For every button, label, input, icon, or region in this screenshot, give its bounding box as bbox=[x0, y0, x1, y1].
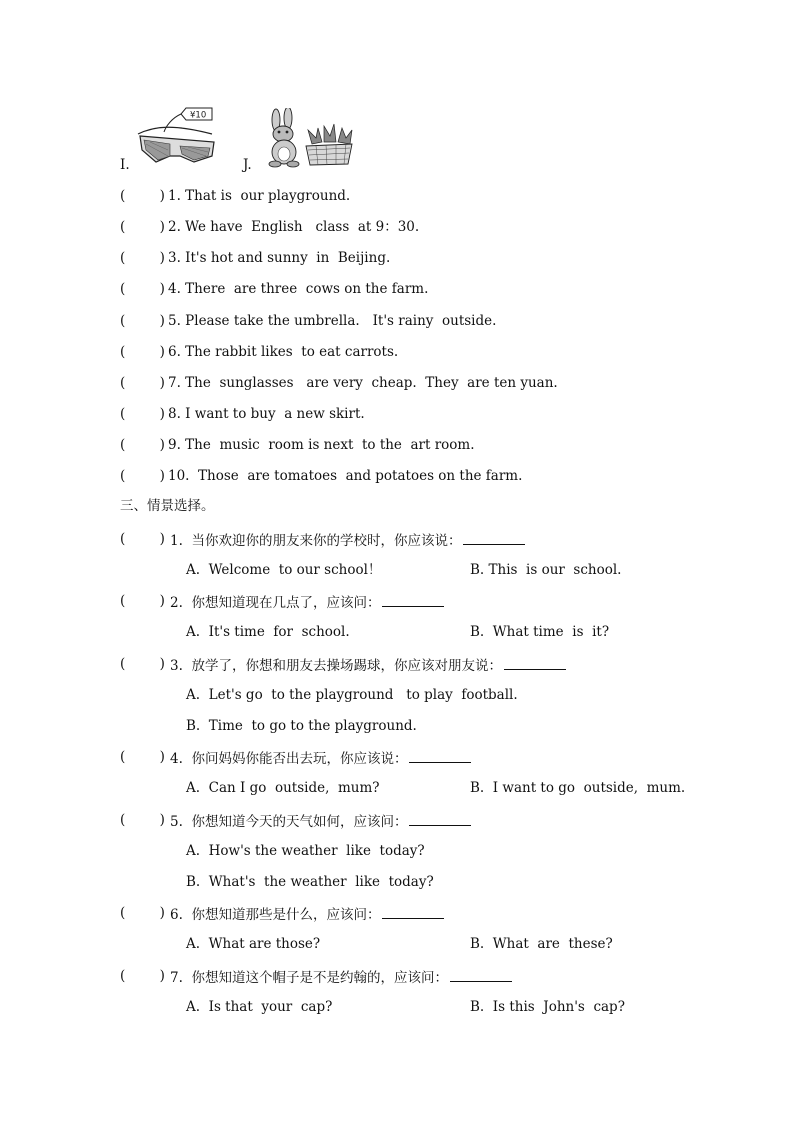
answer-paren[interactable]: ( ) bbox=[120, 437, 165, 453]
option-b: B. What are these? bbox=[470, 936, 613, 952]
answer-paren[interactable]: ( ) bbox=[120, 468, 165, 484]
picture-label-i: I. bbox=[120, 157, 130, 173]
statement-text: 4. There are three cows on the farm. bbox=[168, 281, 429, 297]
statement-text: 8. I want to buy a new skirt. bbox=[168, 406, 365, 422]
question-prompt: 2. 你想知道现在几点了，应该问： bbox=[170, 595, 381, 611]
question-text bbox=[170, 655, 566, 675]
statement-text: 7. The sunglasses are very cheap. They are ten yuan. bbox=[168, 375, 558, 391]
option-a: A. How's the weather like today? bbox=[186, 843, 425, 859]
answer-paren[interactable]: ( ) bbox=[120, 406, 165, 422]
statement-text: 2. We have English class at 9：30. bbox=[168, 219, 420, 235]
picture-label-j: J. bbox=[243, 157, 252, 173]
answer-paren[interactable]: ( ) bbox=[120, 593, 165, 609]
option-a: A. Welcome to our school！ bbox=[186, 562, 382, 578]
question-text bbox=[170, 748, 471, 768]
statement-text: 1. That is our playground. bbox=[168, 188, 351, 204]
option-b: B. This is our school. bbox=[470, 562, 622, 578]
rabbit-carrots-picture bbox=[262, 108, 358, 168]
option-a: A. Can I go outside, mum? bbox=[186, 780, 380, 796]
question-prompt: 4. 你问妈妈你能否出去玩，你应该说： bbox=[170, 751, 408, 767]
option-b: B. Time to go to the playground. bbox=[186, 718, 417, 734]
question-prompt: 3. 放学了，你想和朋友去操场踢球，你应该对朋友说： bbox=[170, 658, 502, 674]
option-a: A. What are those? bbox=[186, 936, 321, 952]
question-prompt: 5. 你想知道今天的天气如何，应该问： bbox=[170, 814, 408, 830]
answer-paren[interactable]: ( ) bbox=[120, 188, 165, 204]
option-b: B. What's the weather like today? bbox=[186, 874, 434, 890]
answer-blank[interactable] bbox=[409, 811, 471, 826]
option-a: A. Is that your cap? bbox=[186, 999, 333, 1015]
answer-blank[interactable] bbox=[463, 530, 525, 545]
answer-paren[interactable]: ( ) bbox=[120, 968, 165, 984]
section-3-title: 三、情景选择。 bbox=[120, 498, 215, 514]
question-text bbox=[170, 904, 444, 924]
option-a: A. Let's go to the playground to play football. bbox=[186, 687, 518, 703]
option-b: B. What time is it? bbox=[470, 624, 610, 640]
option-b: B. Is this John's cap? bbox=[470, 999, 625, 1015]
answer-paren[interactable]: ( ) bbox=[120, 656, 165, 672]
answer-blank[interactable] bbox=[409, 748, 471, 763]
answer-paren[interactable]: ( ) bbox=[120, 250, 165, 266]
answer-paren[interactable]: ( ) bbox=[120, 344, 165, 360]
answer-blank[interactable] bbox=[450, 967, 512, 982]
answer-paren[interactable]: ( ) bbox=[120, 812, 165, 828]
statement-text: 10. Those are tomatoes and potatoes on the farm. bbox=[168, 468, 523, 484]
question-prompt: 1. 当你欢迎你的朋友来你的学校时，你应该说： bbox=[170, 533, 462, 549]
question-text bbox=[170, 592, 444, 612]
question-prompt: 7. 你想知道这个帽子是不是约翰的，应该问： bbox=[170, 970, 448, 986]
answer-paren[interactable]: ( ) bbox=[120, 219, 165, 235]
answer-paren[interactable]: ( ) bbox=[120, 313, 165, 329]
question-text bbox=[170, 967, 512, 987]
question-text bbox=[170, 811, 471, 831]
statement-text: 5. Please take the umbrella. It's rainy outside. bbox=[168, 313, 497, 329]
answer-blank[interactable] bbox=[504, 655, 566, 670]
answer-paren[interactable]: ( ) bbox=[120, 749, 165, 765]
statement-text: 9. The music room is next to the art room. bbox=[168, 437, 475, 453]
question-text bbox=[170, 530, 525, 550]
question-prompt: 6. 你想知道那些是什么，应该问： bbox=[170, 907, 381, 923]
answer-paren[interactable]: ( ) bbox=[120, 281, 165, 297]
price-tag-text: ¥10 bbox=[190, 110, 207, 121]
option-b: B. I want to go outside, mum. bbox=[470, 780, 686, 796]
statement-text: 6. The rabbit likes to eat carrots. bbox=[168, 344, 399, 360]
sunglasses-picture bbox=[134, 104, 220, 168]
answer-paren[interactable]: ( ) bbox=[120, 905, 165, 921]
answer-blank[interactable] bbox=[382, 904, 444, 919]
answer-blank[interactable] bbox=[382, 592, 444, 607]
answer-paren[interactable]: ( ) bbox=[120, 375, 165, 391]
statement-text: 3. It's hot and sunny in Beijing. bbox=[168, 250, 391, 266]
option-a: A. It's time for school. bbox=[186, 624, 350, 640]
answer-paren[interactable]: ( ) bbox=[120, 531, 165, 547]
